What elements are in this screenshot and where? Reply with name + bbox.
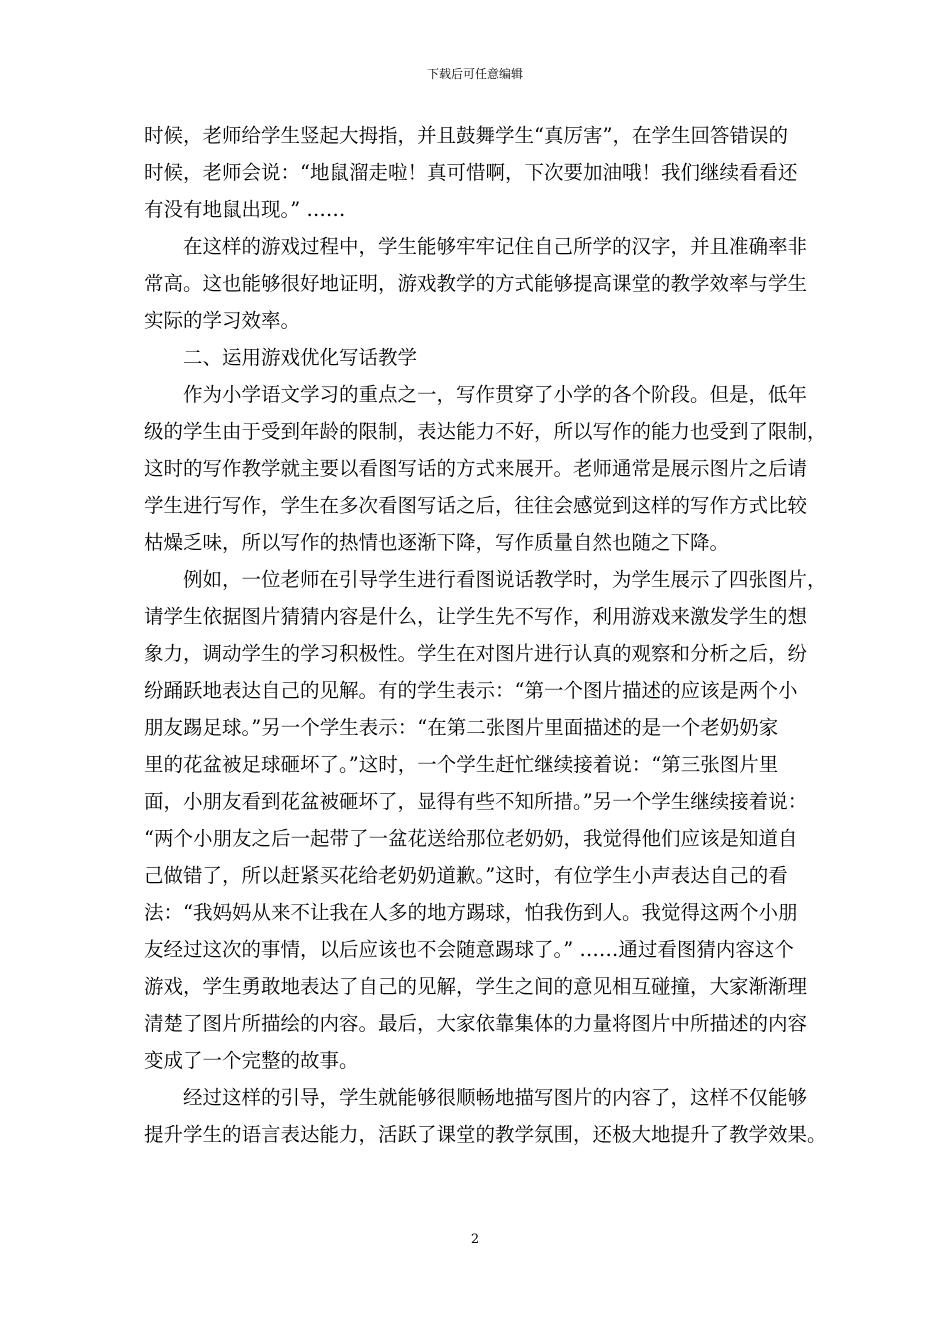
paragraph	[144, 117, 812, 228]
text-line: 作为小学语文学习的重点之一，写作贯穿了小学的各个阶段。但是，低年	[183, 383, 808, 406]
text-line: 这时的写作教学就主要以看图写话的方式来展开。老师通常是展示图片之后请	[144, 457, 808, 480]
page-number: 2	[470, 1232, 480, 1247]
document-body	[144, 117, 827, 1153]
text-line: 级的学生由于受到年龄的限制，表达能力不好，所以写作的能力也受到了限制，	[144, 420, 827, 443]
text-line: 实际的学习效率。	[144, 309, 301, 332]
text-line: 法：“我妈妈从来不让我在人多的地方踢球，怕我伤到人。我觉得这两个小朋	[144, 901, 798, 924]
text-line: 在这样的游戏过程中，学生能够牢牢记住自己所学的汉字，并且准确率非	[183, 235, 808, 258]
text-line: 纷踊跃地表达自己的见解。有的学生表示：“第一个图片描述的应该是两个小	[144, 679, 798, 702]
text-line: 提升学生的语言表达能力，活跃了课堂的教学氛围，还极大地提升了教学效果。	[144, 1123, 827, 1146]
text-line: 清楚了图片所描绘的内容。最后，大家依靠集体的力量将图片中所描述的内容	[144, 1012, 808, 1035]
text-line: 朋友踢足球。”另一个学生表示：“在第二张图片里面描述的是一个老奶奶家	[144, 716, 779, 739]
text-line: 友经过这次的事情，以后应该也不会随意踢球了。” ……通过看图猜内容这个	[144, 938, 794, 961]
text-line: 枯燥乏味，所以写作的热情也逐渐下降，写作质量自然也随之下降。	[144, 531, 730, 554]
text-line: 游戏，学生勇敢地表达了自己的见解，学生之间的意见相互碰撞，大家渐渐理	[144, 975, 808, 998]
text-line: 经过这样的引导，学生就能够很顺畅地描写图片的内容了，这样不仅能够	[183, 1086, 808, 1109]
page-header: 下载后可任意编辑	[426, 67, 523, 81]
text-line: 时候，老师给学生竖起大拇指，并且鼓舞学生“真厉害”，在学生回答错误的	[144, 124, 788, 147]
text-line: 有没有地鼠出现。” ……	[144, 198, 346, 221]
text-line: 里的花盆被足球砸坏了。”这时，一个学生赶忙继续接着说：“第三张图片里	[144, 753, 779, 776]
paragraph	[144, 561, 827, 1079]
text-line: 例如，一位老师在引导学生进行看图说话教学时，为学生展示了四张图片，	[183, 568, 827, 591]
text-line: “两个小朋友之后一起带了一盆花送给那位老奶奶，我觉得他们应该是知道自	[144, 827, 798, 850]
text-line: 学生进行写作，学生在多次看图写话之后，往往会感觉到这样的写作方式比较	[144, 494, 808, 517]
text-line: 象力，调动学生的学习积极性。学生在对图片进行认真的观察和分析之后，纷	[144, 642, 808, 665]
paragraph	[144, 376, 827, 561]
text-line: 二、运用游戏优化写话教学	[183, 346, 418, 369]
text-line: 请学生依据图片猜猜内容是什么，让学生先不写作，利用游戏来激发学生的想	[144, 605, 808, 628]
paragraph	[144, 228, 812, 339]
text-line: 己做错了，所以赶紧买花给老奶奶道歉。”这时，有位学生小声表达自己的看	[144, 864, 788, 887]
text-line: 常高。这也能够很好地证明，游戏教学的方式能够提高课堂的教学效率与学生	[144, 272, 808, 295]
text-line: 时候，老师会说：“地鼠溜走啦！真可惜啊，下次要加油哦！我们继续看看还	[144, 161, 798, 184]
text-line: 面，小朋友看到花盆被砸坏了，显得有些不知所措。”另一个学生继续接着说：	[144, 790, 808, 813]
paragraph	[144, 1079, 827, 1153]
section-heading	[144, 339, 812, 376]
text-line: 变成了一个完整的故事。	[144, 1049, 359, 1072]
